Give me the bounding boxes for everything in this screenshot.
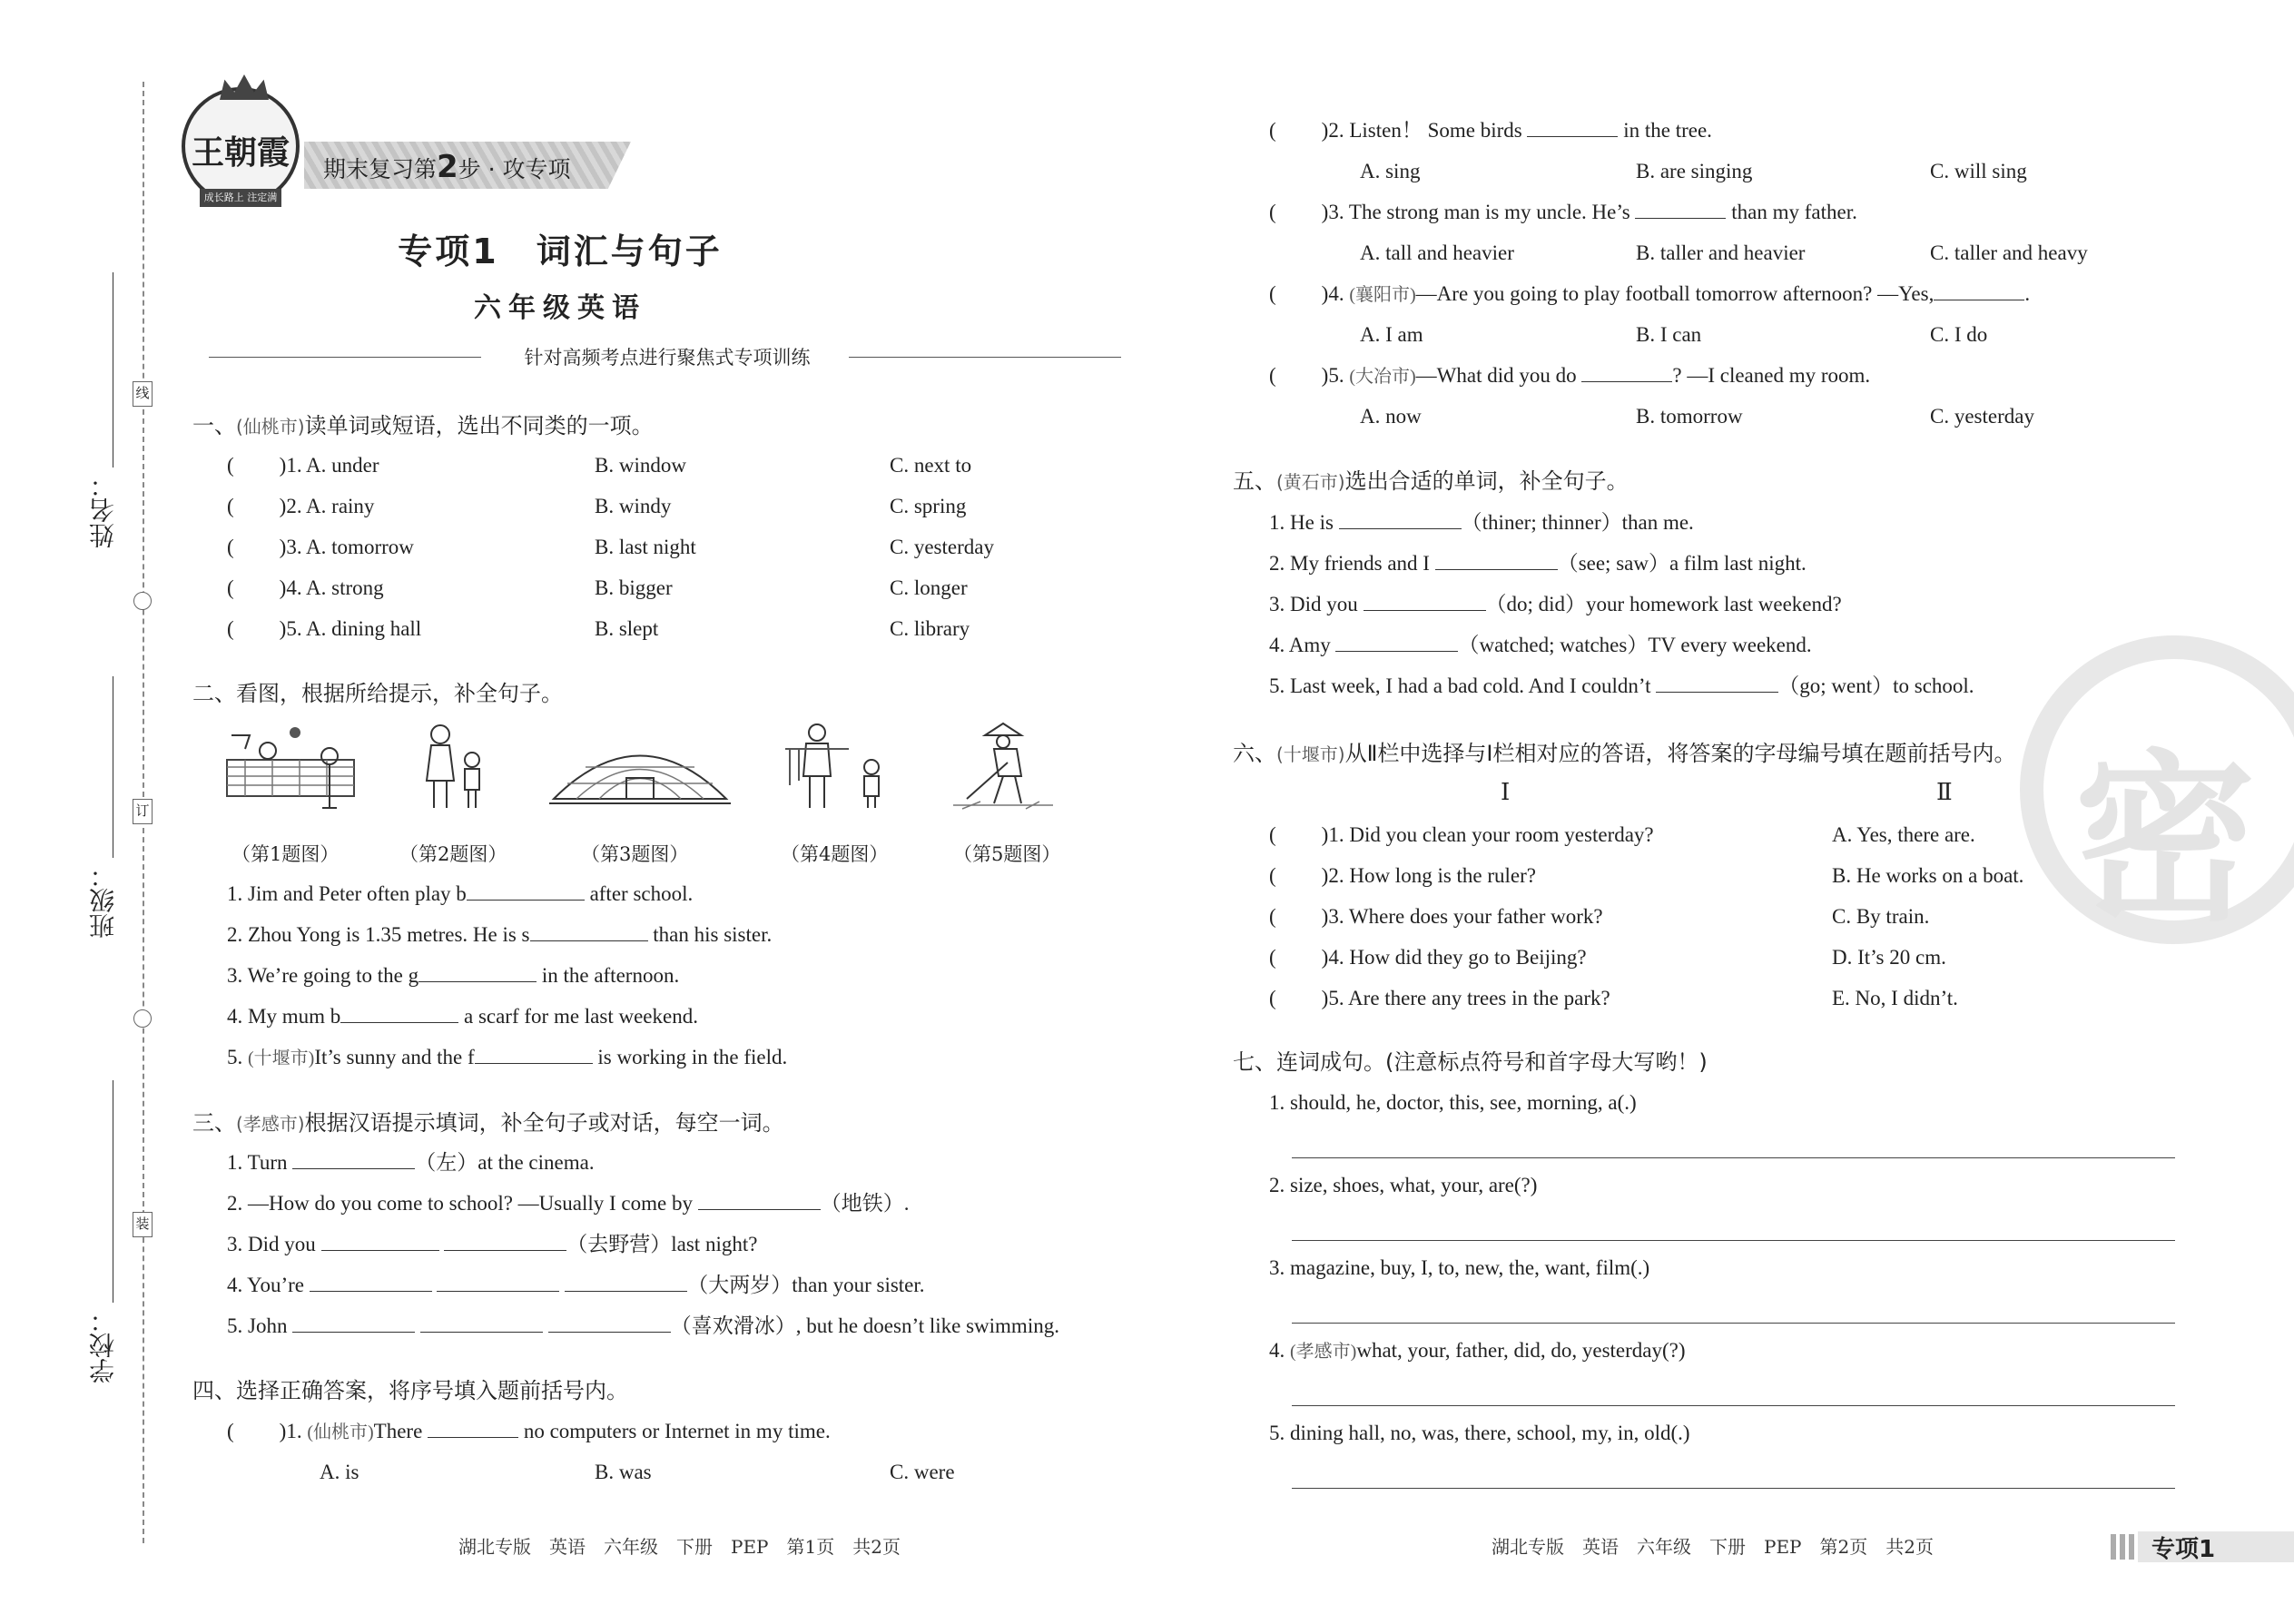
fill-blank[interactable] <box>310 1272 432 1292</box>
fill-blank[interactable] <box>428 1418 518 1438</box>
answer-line-4[interactable] <box>1292 1405 2175 1406</box>
binding-circle-1 <box>133 592 152 610</box>
section5-text: 选出合适的单词，补全句子。 <box>1344 468 1629 494</box>
s1-q2-a: )2. A. rainy <box>279 495 375 517</box>
answer-paren[interactable]: ( <box>227 536 234 558</box>
fill-blank[interactable] <box>292 1149 415 1169</box>
s3-q5-text: 5. John <box>227 1314 288 1337</box>
s4-q2-text: )2. Listen！ Some birds <box>1321 119 1522 142</box>
logo-ribbon: 成长路上 注定满天 <box>200 189 281 207</box>
section5-heading <box>1233 468 1629 496</box>
section5-num: 五、 <box>1233 468 1276 494</box>
fill-blank[interactable] <box>1335 632 1458 652</box>
answer-line-1[interactable] <box>1292 1157 2175 1158</box>
fill-blank[interactable] <box>1656 673 1778 693</box>
fill-blank[interactable] <box>1635 199 1726 219</box>
s4-q2-a: A. sing <box>1360 160 1421 182</box>
picture-2-caption: （第2题图） <box>399 843 507 865</box>
section1-num: 一、 <box>192 413 236 438</box>
s5-q5 <box>1269 673 1974 700</box>
s4-q5-text: —What did you do <box>1415 364 1577 387</box>
s4-q1-a: A. is <box>320 1461 359 1483</box>
fill-blank[interactable] <box>1339 509 1462 529</box>
s2-q5-post: is working in the field. <box>597 1046 788 1068</box>
s1-q5-c: C. library <box>890 617 970 640</box>
s7-q5: 5. dining hall, no, was, there, school, my, in, old(.) <box>1269 1422 1690 1444</box>
s4-q4-post: . <box>2024 282 2031 305</box>
binding-box-1: 线 <box>133 381 153 407</box>
s3-q3-text: 3. Did you <box>227 1233 316 1255</box>
answer-paren[interactable]: ( <box>1269 987 1276 1009</box>
s4-q1-text: There <box>373 1420 423 1442</box>
s4-q5-post: ? —I cleaned my room. <box>1672 364 1871 387</box>
logo-name: 王朝霞 <box>191 133 290 172</box>
picture-5-caption: （第5题图） <box>953 843 1061 865</box>
s4-q4-a: A. I am <box>1360 323 1423 346</box>
section7-heading: 七、连词成句。(注意标点符号和首字母大写哟！) <box>1233 1049 1708 1075</box>
banner-suffix: 步 · 攻专项 <box>458 156 571 182</box>
answer-paren[interactable]: ( <box>1269 364 1276 387</box>
s6-q5-text: )5. Are there any trees in the park? <box>1321 987 1610 1009</box>
picture-3-caption: （第3题图） <box>581 843 689 865</box>
s1-q1-b: B. window <box>595 454 686 477</box>
s2-q2-text: 2. Zhou Yong is 1.35 metres. He is s <box>227 923 530 946</box>
s5-q4-post: （watched; watches）TV every weekend. <box>1458 634 1812 656</box>
fill-blank[interactable] <box>1364 591 1486 611</box>
picture-5-farmer <box>953 722 1053 812</box>
s4-q5-num: )5. <box>1321 364 1350 387</box>
name-label: 姓名： <box>88 472 118 548</box>
s5-q2-post: （see; saw）a film last night. <box>1557 552 1807 575</box>
school-label: 学校： <box>88 1307 118 1383</box>
answer-paren[interactable]: ( <box>227 576 234 599</box>
fill-blank[interactable] <box>565 1272 687 1292</box>
s4-q5-city: (大冶市) <box>1349 367 1416 387</box>
s3-q4-text: 4. You’re <box>227 1274 304 1296</box>
s2-q4-post: a scarf for me last weekend. <box>463 1005 698 1028</box>
binding-circle-2 <box>133 1009 152 1028</box>
banner-step: 2 <box>437 149 458 185</box>
s4-q1-c: C. were <box>890 1461 955 1483</box>
s4-q1-post: no computers or Internet in my time. <box>523 1420 831 1442</box>
s3-q2-hint: （地铁） <box>820 1192 904 1215</box>
s2-q3-post: in the afternoon. <box>541 964 680 987</box>
tagline-row <box>209 343 1126 370</box>
s6-a5: E. No, I didn’t. <box>1832 987 1958 1009</box>
fill-blank[interactable] <box>340 1003 458 1023</box>
s1-q4-b: B. bigger <box>595 576 673 599</box>
fill-blank[interactable] <box>1527 117 1618 137</box>
s2-q3 <box>227 962 679 989</box>
s4-q4-c: C. I do <box>1930 323 1988 346</box>
s4-q3-b: B. taller and heavier <box>1636 241 1806 264</box>
s4-q5-c: C. yesterday <box>1930 405 2034 428</box>
s4-q4-b: B. I can <box>1636 323 1702 346</box>
page-subtitle: 六年级英语 <box>474 292 646 324</box>
answer-paren[interactable]: ( <box>1269 282 1276 305</box>
s6-q1-text: )1. Did you clean your room yesterday? <box>1321 823 1654 846</box>
s6-q2 <box>1269 862 1536 890</box>
s3-q5 <box>227 1313 1059 1340</box>
picture-2-children <box>409 722 499 812</box>
answer-paren[interactable]: ( <box>1269 119 1276 142</box>
banner-prefix: 期末复习第 <box>323 156 438 182</box>
fill-blank[interactable] <box>444 1231 566 1251</box>
fill-blank[interactable] <box>530 921 648 941</box>
s4-q4-num: )4. <box>1321 282 1350 305</box>
s7-q4 <box>1269 1337 1686 1365</box>
section3-text: 根据汉语提示填词，补全句子或对话，每空一词。 <box>304 1110 784 1136</box>
s1-q4-c: C. longer <box>890 576 968 599</box>
s6-q4-text: )4. How did they go to Beijing? <box>1321 946 1587 969</box>
answer-paren[interactable]: ( <box>227 617 234 640</box>
s1-q3-c: C. yesterday <box>890 536 994 558</box>
s1-q3 <box>227 534 414 561</box>
fill-blank[interactable] <box>418 962 537 982</box>
fill-blank[interactable] <box>292 1313 415 1333</box>
s4-q4-text: —Are you going to play football tomorrow afternoon? —Yes, <box>1415 282 1935 305</box>
s3-q4-hint: （大两岁） <box>687 1274 793 1296</box>
s3-q2 <box>227 1190 909 1217</box>
s4-q4-city: (襄阳市) <box>1349 285 1416 305</box>
answer-paren[interactable]: ( <box>227 454 234 477</box>
page-title: 专项1 词汇与句子 <box>398 231 723 271</box>
s6-a3: C. By train. <box>1832 905 1930 928</box>
section1-city: (仙桃市) <box>236 416 305 438</box>
s4-q2-post: in the tree. <box>1623 119 1712 142</box>
s3-q3-hint: （去野营） <box>566 1233 672 1255</box>
s5-q1-post: （thiner; thinner）than me. <box>1461 511 1694 534</box>
s6-q2-text: )2. How long is the ruler? <box>1321 864 1537 887</box>
corner-label: 专项1 <box>2151 1536 2216 1563</box>
s5-q2 <box>1269 550 1807 577</box>
s2-q1 <box>227 881 693 908</box>
s4-q1-city: (仙桃市) <box>307 1422 374 1442</box>
s3-q3-post: last night? <box>671 1233 758 1255</box>
s5-q2-text: 2. My friends and I <box>1269 552 1430 575</box>
picture-4-shopping <box>781 722 899 812</box>
fill-blank[interactable] <box>1934 281 2024 300</box>
s5-q1 <box>1269 509 1694 536</box>
s5-q3-text: 3. Did you <box>1269 593 1358 615</box>
s6-a4: D. It’s 20 cm. <box>1832 946 1946 969</box>
section1-text: 读单词或短语，选出不同类的一项。 <box>304 413 654 438</box>
s3-q1-post: at the cinema. <box>478 1151 595 1174</box>
s1-q1-c: C. next to <box>890 454 972 477</box>
s4-q2 <box>1269 117 1712 144</box>
s7-q4-text: what, your, father, did, do, yesterday(?) <box>1356 1339 1686 1362</box>
s6-q3-text: )3. Where does your father work? <box>1321 905 1603 928</box>
answer-line-5[interactable] <box>1292 1488 2175 1489</box>
answer-line-2[interactable] <box>1292 1240 2175 1241</box>
s3-q2-text: 2. —How do you come to school? —Usually I come by <box>227 1192 693 1215</box>
answer-paren[interactable]: ( <box>1269 864 1276 887</box>
s3-q1-text: 1. Turn <box>227 1151 288 1174</box>
s5-q3 <box>1269 591 1842 618</box>
s1-q4 <box>227 575 384 602</box>
s2-q4-text: 4. My mum b <box>227 1005 341 1028</box>
s4-q1-b: B. was <box>595 1461 652 1483</box>
answer-paren[interactable]: ( <box>1269 201 1276 223</box>
crown-icon <box>220 74 269 100</box>
s3-q4-post: than your sister. <box>792 1274 925 1296</box>
section6-city: (十堰市) <box>1276 743 1345 765</box>
s7-q1: 1. should, he, doctor, this, see, morning, a(.) <box>1269 1091 1637 1114</box>
s4-q1-num: )1. <box>279 1420 308 1442</box>
s5-q5-text: 5. Last week, I had a bad cold. And I couldn’t <box>1269 674 1651 697</box>
s6-a1: A. Yes, there are. <box>1832 823 1975 846</box>
footer-left: 湖北专版 英语 六年级 下册 PEP 第1页 共2页 <box>458 1536 901 1558</box>
picture-4-caption: （第4题图） <box>781 843 889 865</box>
s5-q1-text: 1. He is <box>1269 511 1334 534</box>
binding-box-2: 订 <box>133 799 153 824</box>
s1-q3-a: )3. A. tomorrow <box>279 536 414 558</box>
s4-q2-b: B. are singing <box>1636 160 1753 182</box>
s6-q1 <box>1269 822 1654 849</box>
s4-q3-c: C. taller and heavy <box>1930 241 2088 264</box>
s1-q1 <box>227 452 379 479</box>
s1-q4-a: )4. A. strong <box>279 576 384 599</box>
s7-q3: 3. magazine, buy, I, to, new, the, want, film(.) <box>1269 1256 1650 1279</box>
fill-blank[interactable] <box>437 1272 559 1292</box>
s7-q4-city: (孝感市) <box>1290 1342 1357 1362</box>
s1-q5-b: B. slept <box>595 617 659 640</box>
section3-num: 三、 <box>192 1110 236 1136</box>
fill-blank[interactable] <box>1435 550 1558 570</box>
fill-blank[interactable] <box>467 881 585 901</box>
s6-q3 <box>1269 903 1603 930</box>
section1-heading <box>192 412 654 440</box>
s5-q5-post: （go; went）to school. <box>1778 674 1974 697</box>
s4-q3-a: A. tall and heavier <box>1360 241 1514 264</box>
picture-1-basketball <box>222 722 368 812</box>
section6-heading <box>1233 740 2016 768</box>
picture-3-stadium <box>549 722 731 812</box>
s3-q2-post: . <box>903 1192 910 1215</box>
s4-q3-text: )3. The strong man is my uncle. He’s <box>1321 201 1630 223</box>
binding-box-3: 装 <box>133 1212 153 1237</box>
column-1-header: Ⅰ <box>1501 779 1511 805</box>
s1-q2 <box>227 493 374 520</box>
s6-q4 <box>1269 944 1587 971</box>
publisher-logo <box>182 87 300 221</box>
s6-a2: B. He works on a boat. <box>1832 864 2024 887</box>
s2-q2-post: than his sister. <box>653 923 773 946</box>
s6-q5 <box>1269 985 1610 1012</box>
s3-q5-post: , but he doesn’t like swimming. <box>795 1314 1059 1337</box>
fill-blank[interactable] <box>698 1190 821 1210</box>
s3-q4 <box>227 1272 925 1299</box>
section3-heading <box>192 1109 784 1137</box>
fill-blank[interactable] <box>321 1231 439 1251</box>
answer-paren[interactable]: ( <box>1269 946 1276 969</box>
s2-q4 <box>227 1003 698 1030</box>
section2-heading: 二、看图，根据所给提示，补全句子。 <box>192 681 563 706</box>
s4-q2-c: C. will sing <box>1930 160 2027 182</box>
banner-text <box>323 149 571 185</box>
class-label: 班级： <box>88 862 118 939</box>
section6-text: 从Ⅱ栏中选择与Ⅰ栏相对应的答语，将答案的字母编号填在题前括号内。 <box>1344 741 2016 766</box>
s4-q3-post: than my father. <box>1731 201 1857 223</box>
s3-q3 <box>227 1231 757 1258</box>
s1-q1-a: )1. A. under <box>279 454 379 477</box>
s1-q5-a: )5. A. dining hall <box>279 617 422 640</box>
s3-q5-hint: （喜欢滑冰） <box>670 1314 796 1337</box>
s5-q3-post: （do; did）your homework last weekend? <box>1485 593 1842 615</box>
s3-q1-hint: （左） <box>415 1151 478 1174</box>
answer-paren[interactable]: ( <box>227 1420 234 1442</box>
watermark-seal-icon: 密 <box>2074 734 2257 946</box>
answer-paren[interactable]: ( <box>227 495 234 517</box>
column-2-header: Ⅱ <box>1936 779 1953 805</box>
answer-paren[interactable]: ( <box>1269 905 1276 928</box>
s1-q2-b: B. windy <box>595 495 672 517</box>
s7-q4-num: 4. <box>1269 1339 1290 1362</box>
s1-q3-b: B. last night <box>595 536 696 558</box>
s2-q5-num: 5. <box>227 1046 248 1068</box>
s2-q1-post: after school. <box>589 882 694 905</box>
tagline: 针对高频考点进行聚焦式专项训练 <box>512 347 823 369</box>
fill-blank[interactable] <box>548 1313 671 1333</box>
s5-q4 <box>1269 632 1812 659</box>
s2-q2 <box>227 921 772 949</box>
fill-blank[interactable] <box>475 1044 593 1064</box>
answer-line-3[interactable] <box>1292 1323 2175 1324</box>
s4-q5-a: A. now <box>1360 405 1422 428</box>
s4-q5-b: B. tomorrow <box>1636 405 1743 428</box>
answer-paren[interactable]: ( <box>1269 823 1276 846</box>
section4-heading: 四、选择正确答案，将序号填入题前括号内。 <box>192 1378 628 1403</box>
s1-q5 <box>227 615 421 643</box>
section5-city: (黄石市) <box>1276 471 1345 493</box>
s4-q1 <box>227 1418 831 1446</box>
s2-q5-city: (十堰市) <box>248 1048 315 1068</box>
picture-1-caption: （第1题图） <box>231 843 340 865</box>
s4-q5 <box>1269 362 1870 390</box>
fill-blank[interactable] <box>1581 362 1672 382</box>
s1-q2-c: C. spring <box>890 495 967 517</box>
section3-city: (孝感市) <box>236 1113 305 1135</box>
fill-blank[interactable] <box>420 1313 543 1333</box>
s2-q1-text: 1. Jim and Peter often play b <box>227 882 467 905</box>
s4-q4 <box>1269 281 2030 309</box>
s5-q4-text: 4. Amy <box>1269 634 1331 656</box>
s4-q3 <box>1269 199 1857 226</box>
s7-q2: 2. size, shoes, what, your, are(?) <box>1269 1174 1538 1196</box>
s2-q5-text: It’s sunny and the f <box>314 1046 475 1068</box>
section6-num: 六、 <box>1233 741 1276 766</box>
s2-q3-text: 3. We’re going to the g <box>227 964 419 987</box>
footer-right: 湖北专版 英语 六年级 下册 PEP 第2页 共2页 <box>1492 1536 1934 1558</box>
s3-q1 <box>227 1149 595 1176</box>
s2-q5 <box>227 1044 787 1072</box>
